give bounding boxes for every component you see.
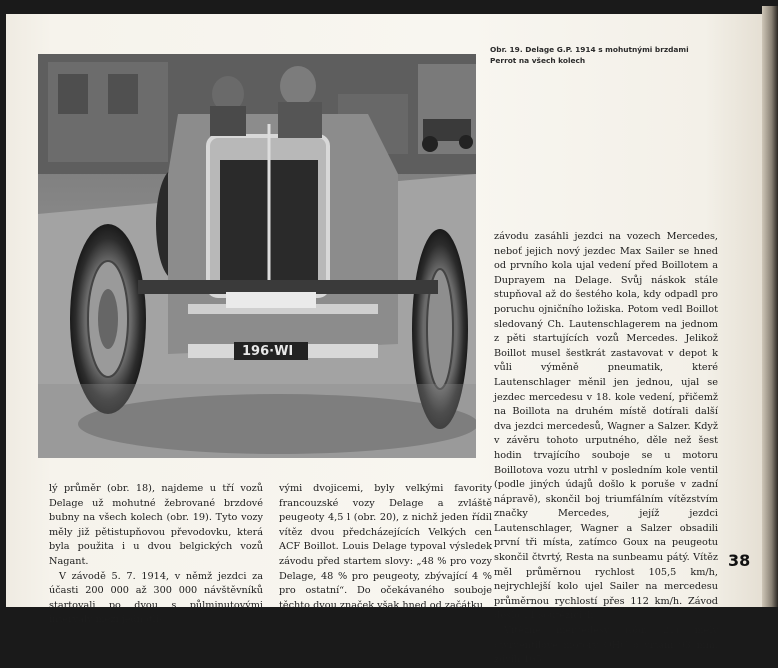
paragraph: vými dvojicemi, byly velkými favority francouzské vozy Delage a zvláště peugeoty 4,5 l (obr. 20), z nichž jeden řídil vítěz dvou předcházejících Velkých cen ACF Boillot. Louis Delage typoval výsledek závodu před startem slovy: „48 % pro vozy Delage, 48 % pro peugeoty, zbývající 4 % pro ostatní“. Do očekávaného souboje těchto dvou značek však hned od začátku	[279, 483, 492, 611]
text-column-3	[494, 230, 718, 668]
paragraph: závodu zasáhli jezdci na vozech Mercedes, neboť jejich nový jezdec Max Sailer se hned od prvního kola ujal vedení před Boillotem a Duprayem na Delage. Svůj náskok stále stupňoval až do šestého kola, kdy odpadl pro poruchu ojničního ložiska. Potom vedl Boillot sledovaný Ch. Lautenschlagerem na jednom z pěti startujících vozů Mercedes. Jelikož Boillot musel šestkrát zastavovat v depot k vůli výměně pneumatik, které Lautenschlager měnil jen jednou, ujal se jezdec mercedesu v 18. kole vedení, přičemž na Boillota na druhém místě dotírali další dva jezdci mercedesů, Wagner a Salzer. Když v závěru tohoto urputného, děle než šest hodin trvajícího souboje se u motoru Boillotova vozu utrhl v posledním kole ventil (podle jiných údajů došlo k poruše v zadní nápravě), skončil boj triumfálním vítězstvím značky Mercedes, jejíž jezdci Lautenschlager, Wagner a Salzer obsadili první tři místa, zatímco Goux na peugeotu skončil čtvrtý, Resta na sunbeamu pátý. Vítěz měl průměrnou rychlost 105,5 km/h, nejrychlejší kolo ujel Sailer na mercedesu průměrnou rychlostí přes 112 km/h. Závod došlo 11 soutěžících.	[494, 231, 718, 622]
delage-race-car-photo	[38, 54, 476, 458]
page-number: 38	[728, 551, 751, 570]
license-plate-text: 196·WI	[242, 344, 294, 359]
paragraph: Vítězné mercedesy (obr. 21) měly čtyřventilové motory OHC o vrtání 93 mm, zdvih 165	[494, 625, 718, 666]
paragraph: V závodě 5. 7. 1914, v němž jezdci za účasti 200 000 až 300 000 návštěvníků startovali po dvou s půlminutovými intervaly mezi jednotli-	[49, 570, 263, 626]
page-edge	[762, 6, 778, 607]
text-column-2	[279, 482, 492, 613]
figure-caption: Obr. 19. Delage G.P. 1914 s mohutnými brzdami Perrot na všech kolech	[490, 45, 689, 65]
text-column-1	[49, 482, 263, 628]
paragraph: lý průměr (obr. 18), najdeme u tří vozů Delage už mohutné žebrované brzdové bubny na všech kolech (obr. 19). Tyto vozy měly již pětistupňovou převodovku, která byla použita i u dvou belgických vozů Nagant.	[49, 483, 263, 567]
